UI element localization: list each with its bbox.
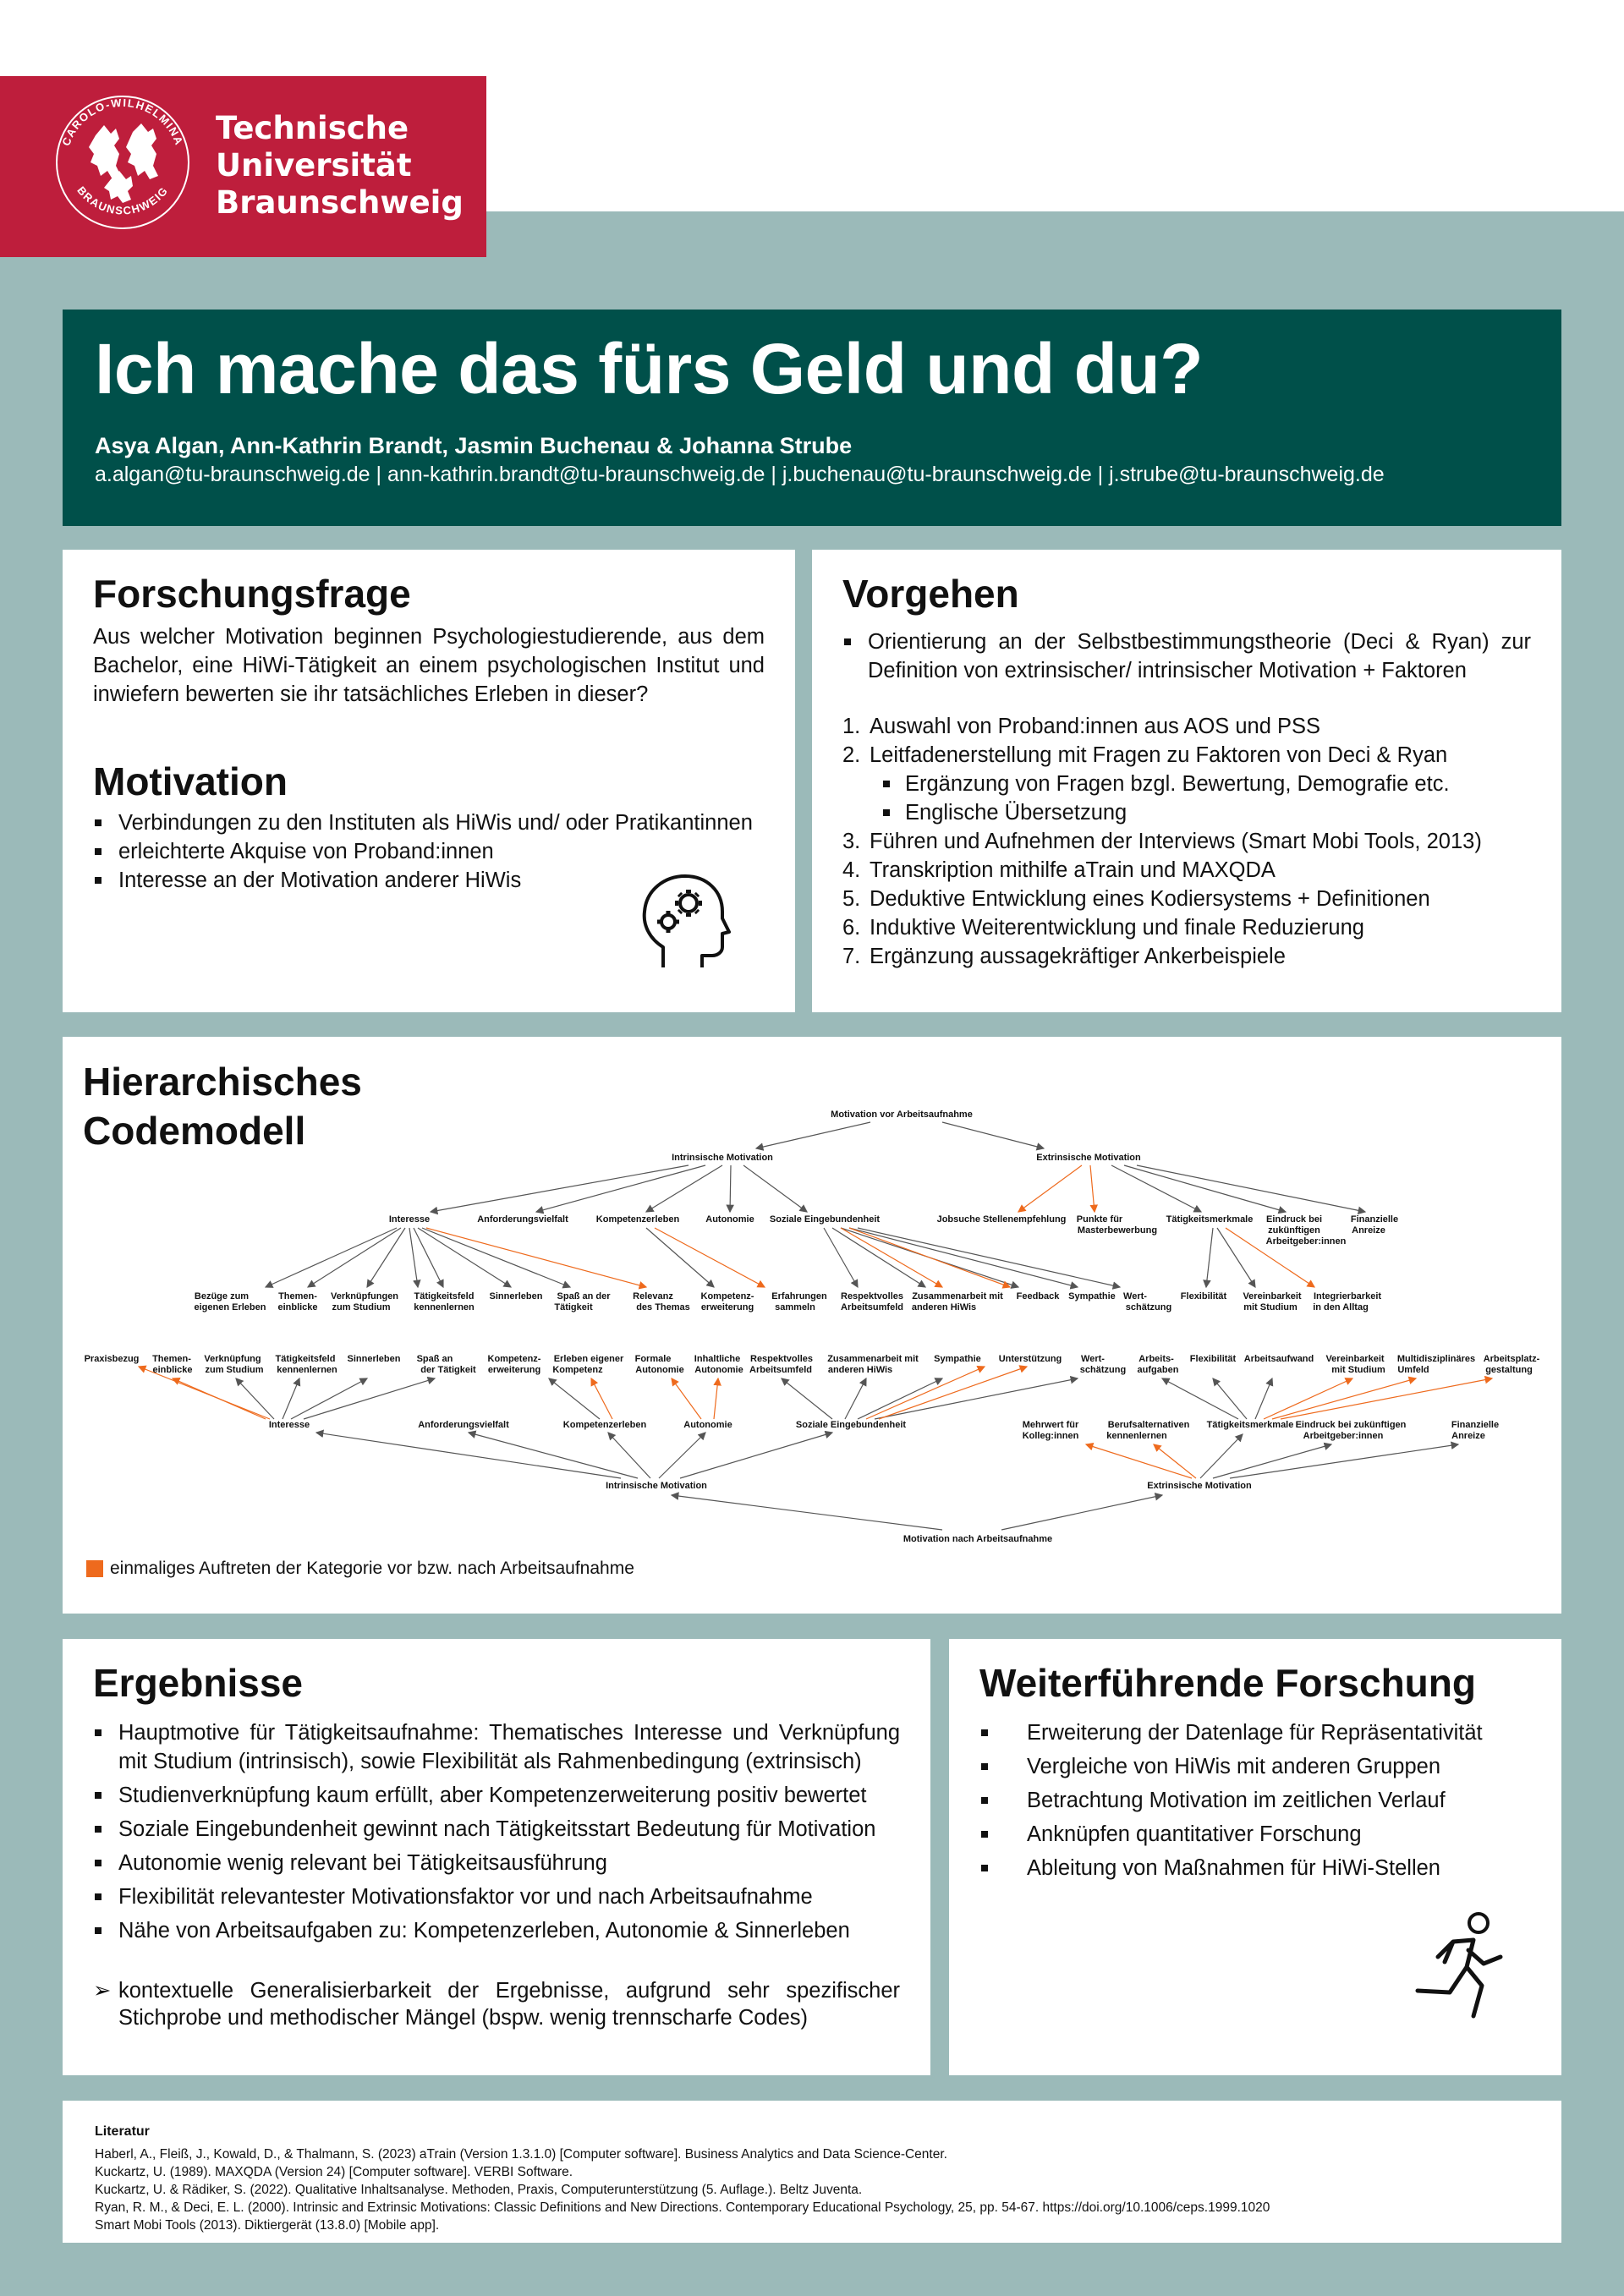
node-top-interesse: Interesse — [388, 1214, 431, 1225]
forschungsfrage-text: Aus welcher Motivation beginnen Psychologiestudierende, aus dem Bachelor, eine HiWi-Tätigkeit an einem psychologischen Institut und inwiefern bewerten sie ihr tatsächliches Erleben in dieser? — [93, 625, 765, 706]
node-bot-mehrwert: Mehrwert für — [1022, 1420, 1079, 1430]
node-bot-root: Motivation nach Arbeitsaufnahme — [903, 1534, 1053, 1544]
vorgehen-intro — [842, 627, 1531, 685]
reference-item: Kuckartz, U. (1989). MAXQDA (Version 24) [Computer software]. VERBI Software. — [95, 2165, 573, 2179]
leaf-bot-verknuepfung: Verknüpfung — [204, 1354, 261, 1364]
svg-text:BRAUNSCHWEIG: BRAUNSCHWEIG — [74, 184, 171, 217]
author-emails: a.algan@tu-braunschweig.de | ann-kathrin.brandt@tu-braunschweig.de | j.buchenau@tu-braunschweig.de | j.strube@tu-braunschweig.de — [95, 463, 1385, 486]
node-bot-taetigkeit: Tätigkeitsmerkmale — [1206, 1420, 1294, 1430]
node-top-jobsuche: Jobsuche Stellenempfehlung — [936, 1214, 1067, 1225]
step-item: 2. Leitfadenerstellung mit Fragen zu Faktoren von Deci & Ryan — [842, 743, 1448, 767]
list-item: Orientierung an der Selbstbestimmungstheorie (Deci & Ryan) zur Definition von extrinsischer/ intrinsischer Motivation + Faktoren — [842, 627, 1531, 685]
heading-vorgehen: Vorgehen — [842, 572, 1019, 616]
svg-text:der Tätigkeit: der Tätigkeit — [420, 1365, 476, 1375]
svg-text:erweiterung: erweiterung — [700, 1302, 754, 1312]
list-item: erleichterte Akquise von Proband:innen — [93, 837, 765, 866]
svg-text:kennenlernen: kennenlernen — [414, 1302, 475, 1312]
heading-weiterfuehrend: Weiterführende Forschung — [979, 1661, 1476, 1705]
leaf-bot-unterstuetzung: Unterstützung — [998, 1354, 1062, 1364]
node-bot-kompetenz: Kompetenzerleben — [562, 1420, 647, 1430]
ergebnisse-list — [93, 1718, 900, 1945]
leaf-bot-multidisziplinaer: Multidisziplinäres — [1396, 1354, 1476, 1364]
heading-forschungsfrage: Forschungsfrage — [93, 572, 411, 616]
leaf-top-relevanz: Relevanz — [633, 1291, 673, 1301]
reference-item: Haberl, A., Fleiß, J., Kowald, D., & Thalmann, S. (2023) aTrain (Version 1.3.1.0) [Computer software]. Business Analytics and Data Science-Center. — [95, 2147, 947, 2162]
leaf-top-erfahrungen: Erfahrungen — [771, 1291, 827, 1301]
svg-text:einblicke: einblicke — [152, 1365, 193, 1375]
svg-text:schätzung: schätzung — [1125, 1302, 1172, 1312]
step-item: 1. Auswahl von Proband:innen aus AOS und PSS — [842, 715, 1321, 738]
svg-text:Anreize: Anreize — [1451, 1431, 1485, 1441]
node-top-anforderung: Anforderungsvielfalt — [477, 1214, 568, 1225]
authors: Asya Algan, Ann-Kathrin Brandt, Jasmin Buchenau & Johanna Strube — [95, 433, 853, 458]
logo-line-1: Technische — [216, 110, 409, 146]
step-item: 7. Ergänzung aussagekräftiger Ankerbeispiele — [842, 945, 1286, 968]
logo-line-2: Universität — [216, 147, 412, 184]
node-top-intrinsic: Intrinsische Motivation — [672, 1153, 773, 1163]
leaf-bot-zusammenarbeit: Zusammenarbeit mit — [827, 1354, 919, 1364]
node-bot-eindruck: Eindruck bei zukünftigen — [1295, 1420, 1407, 1430]
university-logo — [0, 76, 486, 257]
svg-text:eigenen Erleben: eigenen Erleben — [194, 1302, 266, 1312]
leaf-top-taetigkeitsfeld: Tätigkeitsfeld — [414, 1291, 475, 1301]
svg-text:Kolleg:innen: Kolleg:innen — [1022, 1431, 1079, 1441]
svg-text:sammeln: sammeln — [775, 1302, 815, 1312]
node-top-taetigkeit: Tätigkeitsmerkmale — [1166, 1214, 1254, 1225]
leaf-bot-wertschaetzung: Wert- — [1081, 1354, 1105, 1364]
university-seal-icon — [47, 85, 199, 237]
panel-forschungsfrage — [63, 550, 795, 1012]
svg-text:Arbeitsumfeld: Arbeitsumfeld — [841, 1302, 903, 1312]
list-item: Ableitung von Maßnahmen für HiWi-Stellen — [979, 1854, 1531, 1882]
node-bot-interesse: Interesse — [268, 1420, 310, 1430]
svg-text:anderen HiWis: anderen HiWis — [911, 1302, 977, 1312]
svg-text:mit Studium: mit Studium — [1243, 1302, 1298, 1312]
node-top-punkte: Punkte für — [1076, 1214, 1123, 1225]
leaf-bot-vereinbarkeit: Vereinbarkeit — [1325, 1354, 1385, 1364]
svg-text:einblicke: einblicke — [277, 1302, 318, 1312]
leaf-top-flexibilitaet: Flexibilität — [1180, 1291, 1227, 1301]
leaf-top-bezuege: Bezüge zum — [194, 1291, 250, 1301]
list-item: Betrachtung Motivation im zeitlichen Verlauf — [979, 1786, 1531, 1815]
node-top-kompetenz: Kompetenzerleben — [595, 1214, 680, 1225]
weiter-list — [979, 1718, 1531, 1882]
panel-vorgehen — [812, 550, 1561, 1012]
node-bot-anforderung: Anforderungsvielfalt — [418, 1420, 509, 1430]
node-top-finanziell: Finanzielle — [1350, 1214, 1399, 1225]
svg-text:mit Studium: mit Studium — [1331, 1365, 1385, 1375]
svg-text:Umfeld: Umfeld — [1397, 1365, 1429, 1375]
reference-item: Kuckartz, U. & Rädiker, S. (2022). Qualitative Inhaltsanalyse. Methoden, Praxis, Computerunterstützung (5. Auflage.). Beltz Juventa. — [95, 2183, 863, 2197]
panel-weiterfuehrend — [949, 1639, 1561, 2075]
node-top-punkte-2: Masterbewerbung — [1077, 1225, 1158, 1236]
leaf-bot-taetigkeitsfeld: Tätigkeitsfeld — [275, 1354, 336, 1364]
leaf-top-sinnerleben: Sinnerleben — [489, 1291, 543, 1301]
leaf-top-kompetenzerweiterung: Kompetenz- — [700, 1291, 754, 1301]
leaf-bot-arbeitsaufgaben: Arbeits- — [1138, 1354, 1174, 1364]
step-item: 5. Deduktive Entwicklung eines Kodiersystems + Definitionen — [842, 887, 1430, 911]
svg-text:des Themas: des Themas — [636, 1302, 690, 1312]
svg-text:Tätigkeit: Tätigkeit — [554, 1302, 593, 1312]
node-bot-autonomie: Autonomie — [683, 1420, 732, 1430]
ergebnisse-conclusion: ➢ kontextuelle Generalisierbarkeit der Ergebnisse, aufgrund sehr spezifischer Stichprobe und methodischer Mängel (bspw. wenig trennscharfe Codes) — [93, 1979, 900, 2030]
step-item: 6. Induktive Weiterentwicklung und finale Reduzierung — [842, 916, 1364, 940]
reference-item: Smart Mobi Tools (2013). Diktiergerät (13.8.0) [Mobile app]. — [95, 2218, 440, 2233]
title-banner — [63, 310, 1561, 526]
logo-line-3: Braunschweig — [216, 184, 464, 221]
heading-motivation: Motivation — [93, 759, 288, 803]
node-top-autonomie: Autonomie — [705, 1214, 754, 1225]
panel-codemodell — [63, 1037, 1561, 1614]
vorgehen-steps — [842, 712, 1531, 971]
reference-item: Ryan, R. M., & Deci, E. L. (2000). Intrinsic and Extrinsic Motivations: Classic Definitions and New Directions. Contemporary Educational Psychology, 25, pp. 54-67. https://doi.org/10.1006/ceps.1999.1020 — [95, 2200, 1270, 2215]
leaf-top-respektvoll: Respektvolles — [841, 1291, 903, 1301]
heading-literatur: Literatur — [95, 2124, 150, 2139]
leaf-top-vereinbarkeit: Vereinbarkeit — [1243, 1291, 1302, 1301]
leaf-top-verknuepfungen: Verknüpfungen — [330, 1291, 399, 1301]
node-bot-finanziell: Finanzielle — [1451, 1420, 1500, 1430]
svg-text:CAROLO-WILHELMINA: CAROLO-WILHELMINA — [59, 96, 186, 148]
heading-codemodell: Hierarchisches Codemodell — [83, 1060, 362, 1153]
svg-text:Autonomie: Autonomie — [694, 1365, 743, 1375]
node-top-sozial: Soziale Eingebundenheit — [769, 1214, 881, 1225]
svg-text:Arbeitgeber:innen: Arbeitgeber:innen — [1303, 1431, 1384, 1441]
poster-title: Ich mache das fürs Geld und du? — [95, 329, 1204, 408]
svg-text:anderen HiWis: anderen HiWis — [827, 1365, 893, 1375]
leaf-top-wertschaetzung: Wert- — [1123, 1291, 1147, 1301]
code-model-diagram — [63, 1037, 1561, 1578]
svg-text:kennenlernen: kennenlernen — [1106, 1431, 1167, 1441]
list-item: Nähe von Arbeitsaufgaben zu: Kompetenzerleben, Autonomie & Sinnerleben — [93, 1916, 900, 1945]
leaf-top-integrierbarkeit: Integrierbarkeit — [1313, 1291, 1382, 1301]
list-item: Flexibilität relevantester Motivationsfaktor vor und nach Arbeitsaufnahme — [93, 1882, 900, 1911]
list-item: Autonomie wenig relevant bei Tätigkeitsausführung — [93, 1849, 900, 1877]
svg-text:in den Alltag: in den Alltag — [1313, 1302, 1369, 1312]
leaf-bot-praxis: Praxisbezug — [84, 1354, 140, 1364]
step-item: 3. Führen und Aufnehmen der Interviews (Smart Mobi Tools, 2013) — [842, 830, 1482, 853]
legend-text: einmaliges Auftreten der Kategorie vor bzw. nach Arbeitsaufnahme — [110, 1559, 634, 1578]
list-item: Vergleiche von HiWis mit anderen Gruppen — [979, 1752, 1531, 1781]
leaf-top-zusammenarbeit: Zusammenarbeit mit — [912, 1291, 1003, 1301]
legend-swatch — [86, 1560, 103, 1577]
step-item: 4. Transkription mithilfe aTrain und MAXQDA — [842, 858, 1276, 882]
svg-text:zum Studium: zum Studium — [332, 1302, 391, 1312]
node-bot-intrinsic: Intrinsische Motivation — [606, 1481, 707, 1491]
svg-text:kennenlernen: kennenlernen — [277, 1365, 337, 1375]
leaf-top-themen: Themen- — [278, 1291, 317, 1301]
list-item: Hauptmotive für Tätigkeitsaufnahme: Thematisches Interesse und Verknüpfung mit Studium (intrinsisch), sowie Flexibilität als Rahmenbedingung (extrinsisch) — [93, 1718, 900, 1776]
leaf-bot-arbeitsplatz: Arbeitsplatz- — [1483, 1354, 1540, 1364]
svg-text:gestaltung: gestaltung — [1485, 1365, 1533, 1375]
node-top-eindruck: Eindruck bei — [1265, 1214, 1323, 1225]
node-bot-berufsalternativen: Berufsalternativen — [1107, 1420, 1190, 1430]
literature-panel — [63, 2101, 1561, 2243]
leaf-bot-sympathie: Sympathie — [934, 1354, 981, 1364]
panel-ergebnisse — [63, 1639, 930, 2075]
list-item: Soziale Eingebundenheit gewinnt nach Tätigkeitsstart Bedeutung für Motivation — [93, 1815, 900, 1844]
leaf-top-sympathie: Sympathie — [1068, 1291, 1116, 1301]
leaf-bot-erleben: Erleben eigener — [553, 1354, 624, 1364]
node-top-eindruck-3: Arbeitgeber:innen — [1265, 1236, 1347, 1247]
node-top-eindruck-2: zukünftigen — [1268, 1225, 1320, 1236]
leaf-bot-flexibilitaet: Flexibilität — [1189, 1354, 1237, 1364]
legend — [86, 1559, 634, 1579]
svg-text:aufgaben: aufgaben — [1137, 1365, 1179, 1375]
leaf-bot-kompetenzerweiterung: Kompetenz- — [487, 1354, 541, 1364]
head-gears-icon — [638, 873, 731, 974]
node-bot-sozial: Soziale Eingebundenheit — [795, 1420, 907, 1430]
svg-text:Autonomie: Autonomie — [635, 1365, 684, 1375]
leaf-bot-sinnerleben: Sinnerleben — [347, 1354, 401, 1364]
leaf-bot-themen: Themen- — [152, 1354, 191, 1364]
node-top-root: Motivation vor Arbeitsaufnahme — [831, 1110, 973, 1120]
node-top-finanziell-2: Anreize — [1352, 1225, 1385, 1236]
svg-text:Kompetenz: Kompetenz — [552, 1365, 603, 1375]
svg-text:Arbeitsumfeld: Arbeitsumfeld — [749, 1365, 812, 1375]
node-top-extrinsic: Extrinsische Motivation — [1036, 1153, 1141, 1163]
list-item: Anknüpfen quantitativer Forschung — [979, 1820, 1531, 1849]
substep-item: Ergänzung von Fragen bzgl. Bewertung, Demografie etc. — [842, 770, 1531, 798]
svg-text:erweiterung: erweiterung — [487, 1365, 541, 1375]
node-bot-extrinsic: Extrinsische Motivation — [1147, 1481, 1252, 1491]
leaf-bot-inhaltliche: Inhaltliche — [694, 1354, 741, 1364]
substep-item: Englische Übersetzung — [842, 798, 1531, 827]
list-item: Interesse an der Motivation anderer HiWis — [93, 866, 765, 895]
leaf-bot-arbeitsaufwand: Arbeitsaufwand — [1243, 1354, 1314, 1364]
arrow-bullet-icon: ➢ — [93, 1979, 112, 2003]
list-item: Studienverknüpfung kaum erfüllt, aber Kompetenzerweiterung positiv bewertet — [93, 1781, 900, 1810]
leaf-bot-formale: Formale — [634, 1354, 672, 1364]
leaf-top-feedback: Feedback — [1016, 1291, 1060, 1301]
leaf-bot-respektvoll: Respektvolles — [750, 1354, 813, 1364]
list-item: Erweiterung der Datenlage für Repräsentativität — [979, 1718, 1531, 1747]
leaf-top-spass: Spaß an der — [557, 1291, 611, 1301]
list-item: Verbindungen zu den Instituten als HiWis und/ oder Pratikantinnen — [93, 808, 765, 837]
heading-ergebnisse: Ergebnisse — [93, 1661, 303, 1705]
svg-text:zum Studium: zum Studium — [205, 1365, 264, 1375]
svg-text:schätzung: schätzung — [1079, 1365, 1127, 1375]
running-person-icon — [1406, 1908, 1511, 2026]
leaf-bot-spass: Spaß an — [416, 1354, 453, 1364]
